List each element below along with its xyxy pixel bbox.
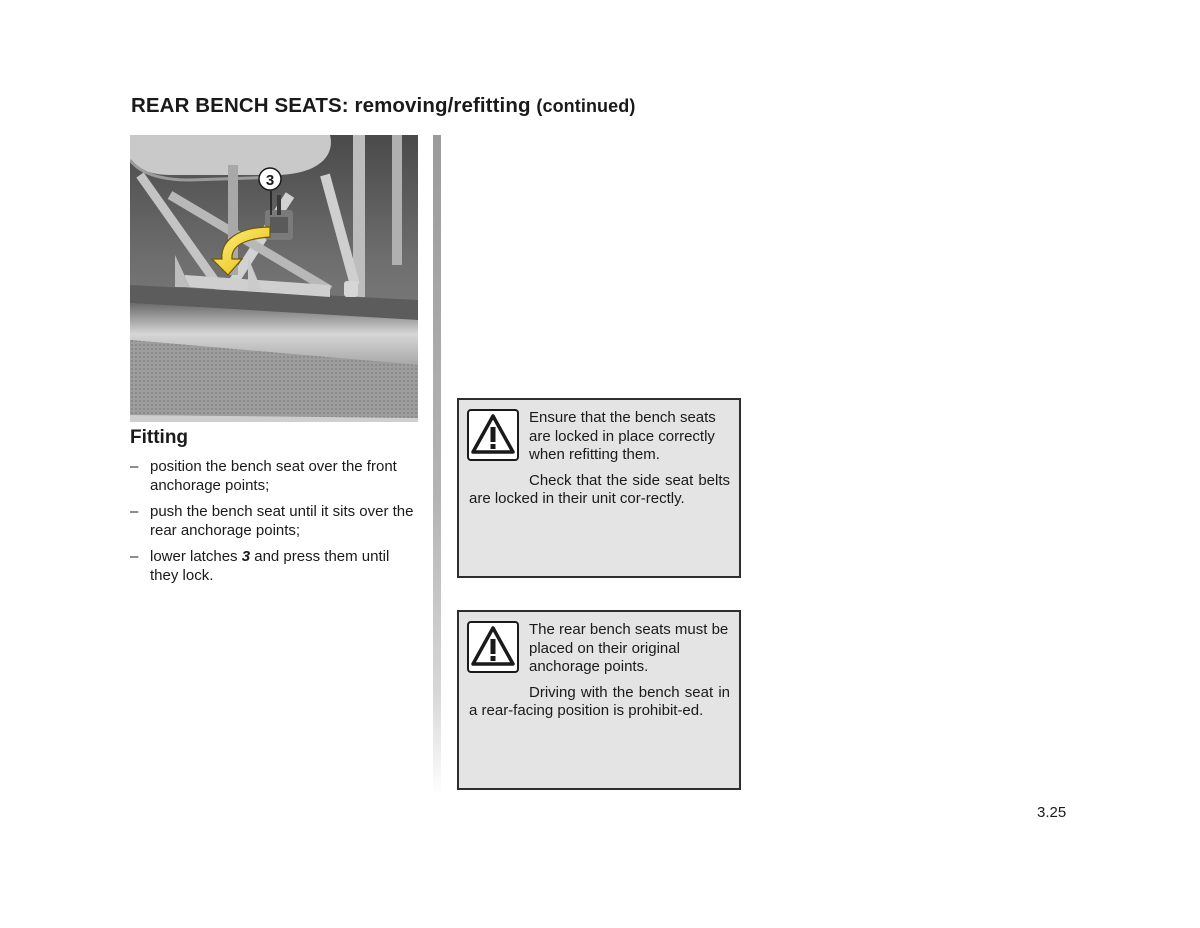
warning-text — [469, 409, 730, 509]
list-bullet: – — [130, 548, 139, 565]
list-bullet: – — [130, 503, 139, 520]
page-title — [131, 94, 635, 118]
page-title-main: REAR BENCH SEATS: removing/refitting — [131, 94, 531, 117]
warning-box-anchorage — [457, 610, 741, 790]
warning-box-locking — [457, 398, 741, 578]
list-item-text — [150, 548, 389, 584]
warning-paragraph-1: Ensure that the bench seats are locked in place correctly when refitting them. — [529, 409, 716, 463]
list-item — [130, 547, 420, 585]
warning-paragraph-2: Driving with the bench seat in a rear-facing position is prohibit-ed. — [469, 683, 730, 719]
list-item — [130, 502, 420, 540]
page-title-suffix: (continued) — [536, 96, 636, 116]
list-item-text-before: lower latches — [150, 548, 242, 565]
bench-seat-latch-photo — [130, 135, 418, 422]
column-divider — [433, 135, 441, 795]
list-item-text: push the bench seat until it sits over the rear anchorage points; — [150, 503, 414, 539]
latch-reference: 3 — [241, 548, 251, 565]
list-bullet: – — [130, 458, 139, 475]
latch-callout-label: 3 — [265, 172, 275, 189]
fitting-steps-list — [130, 457, 420, 592]
list-item-text: position the bench seat over the front anchorage points; — [150, 458, 397, 494]
warning-paragraph-2: Check that the side seat belts are locked in their unit cor-rectly. — [469, 471, 730, 507]
warning-text — [469, 621, 730, 721]
page-number: 3.25 — [1037, 804, 1067, 821]
warning-paragraph-1: The rear bench seats must be placed on their original anchorage points. — [529, 621, 729, 675]
list-item-text-after: and press them until they lock. — [150, 548, 390, 584]
list-item — [130, 457, 420, 495]
section-heading-fitting: Fitting — [130, 427, 189, 448]
